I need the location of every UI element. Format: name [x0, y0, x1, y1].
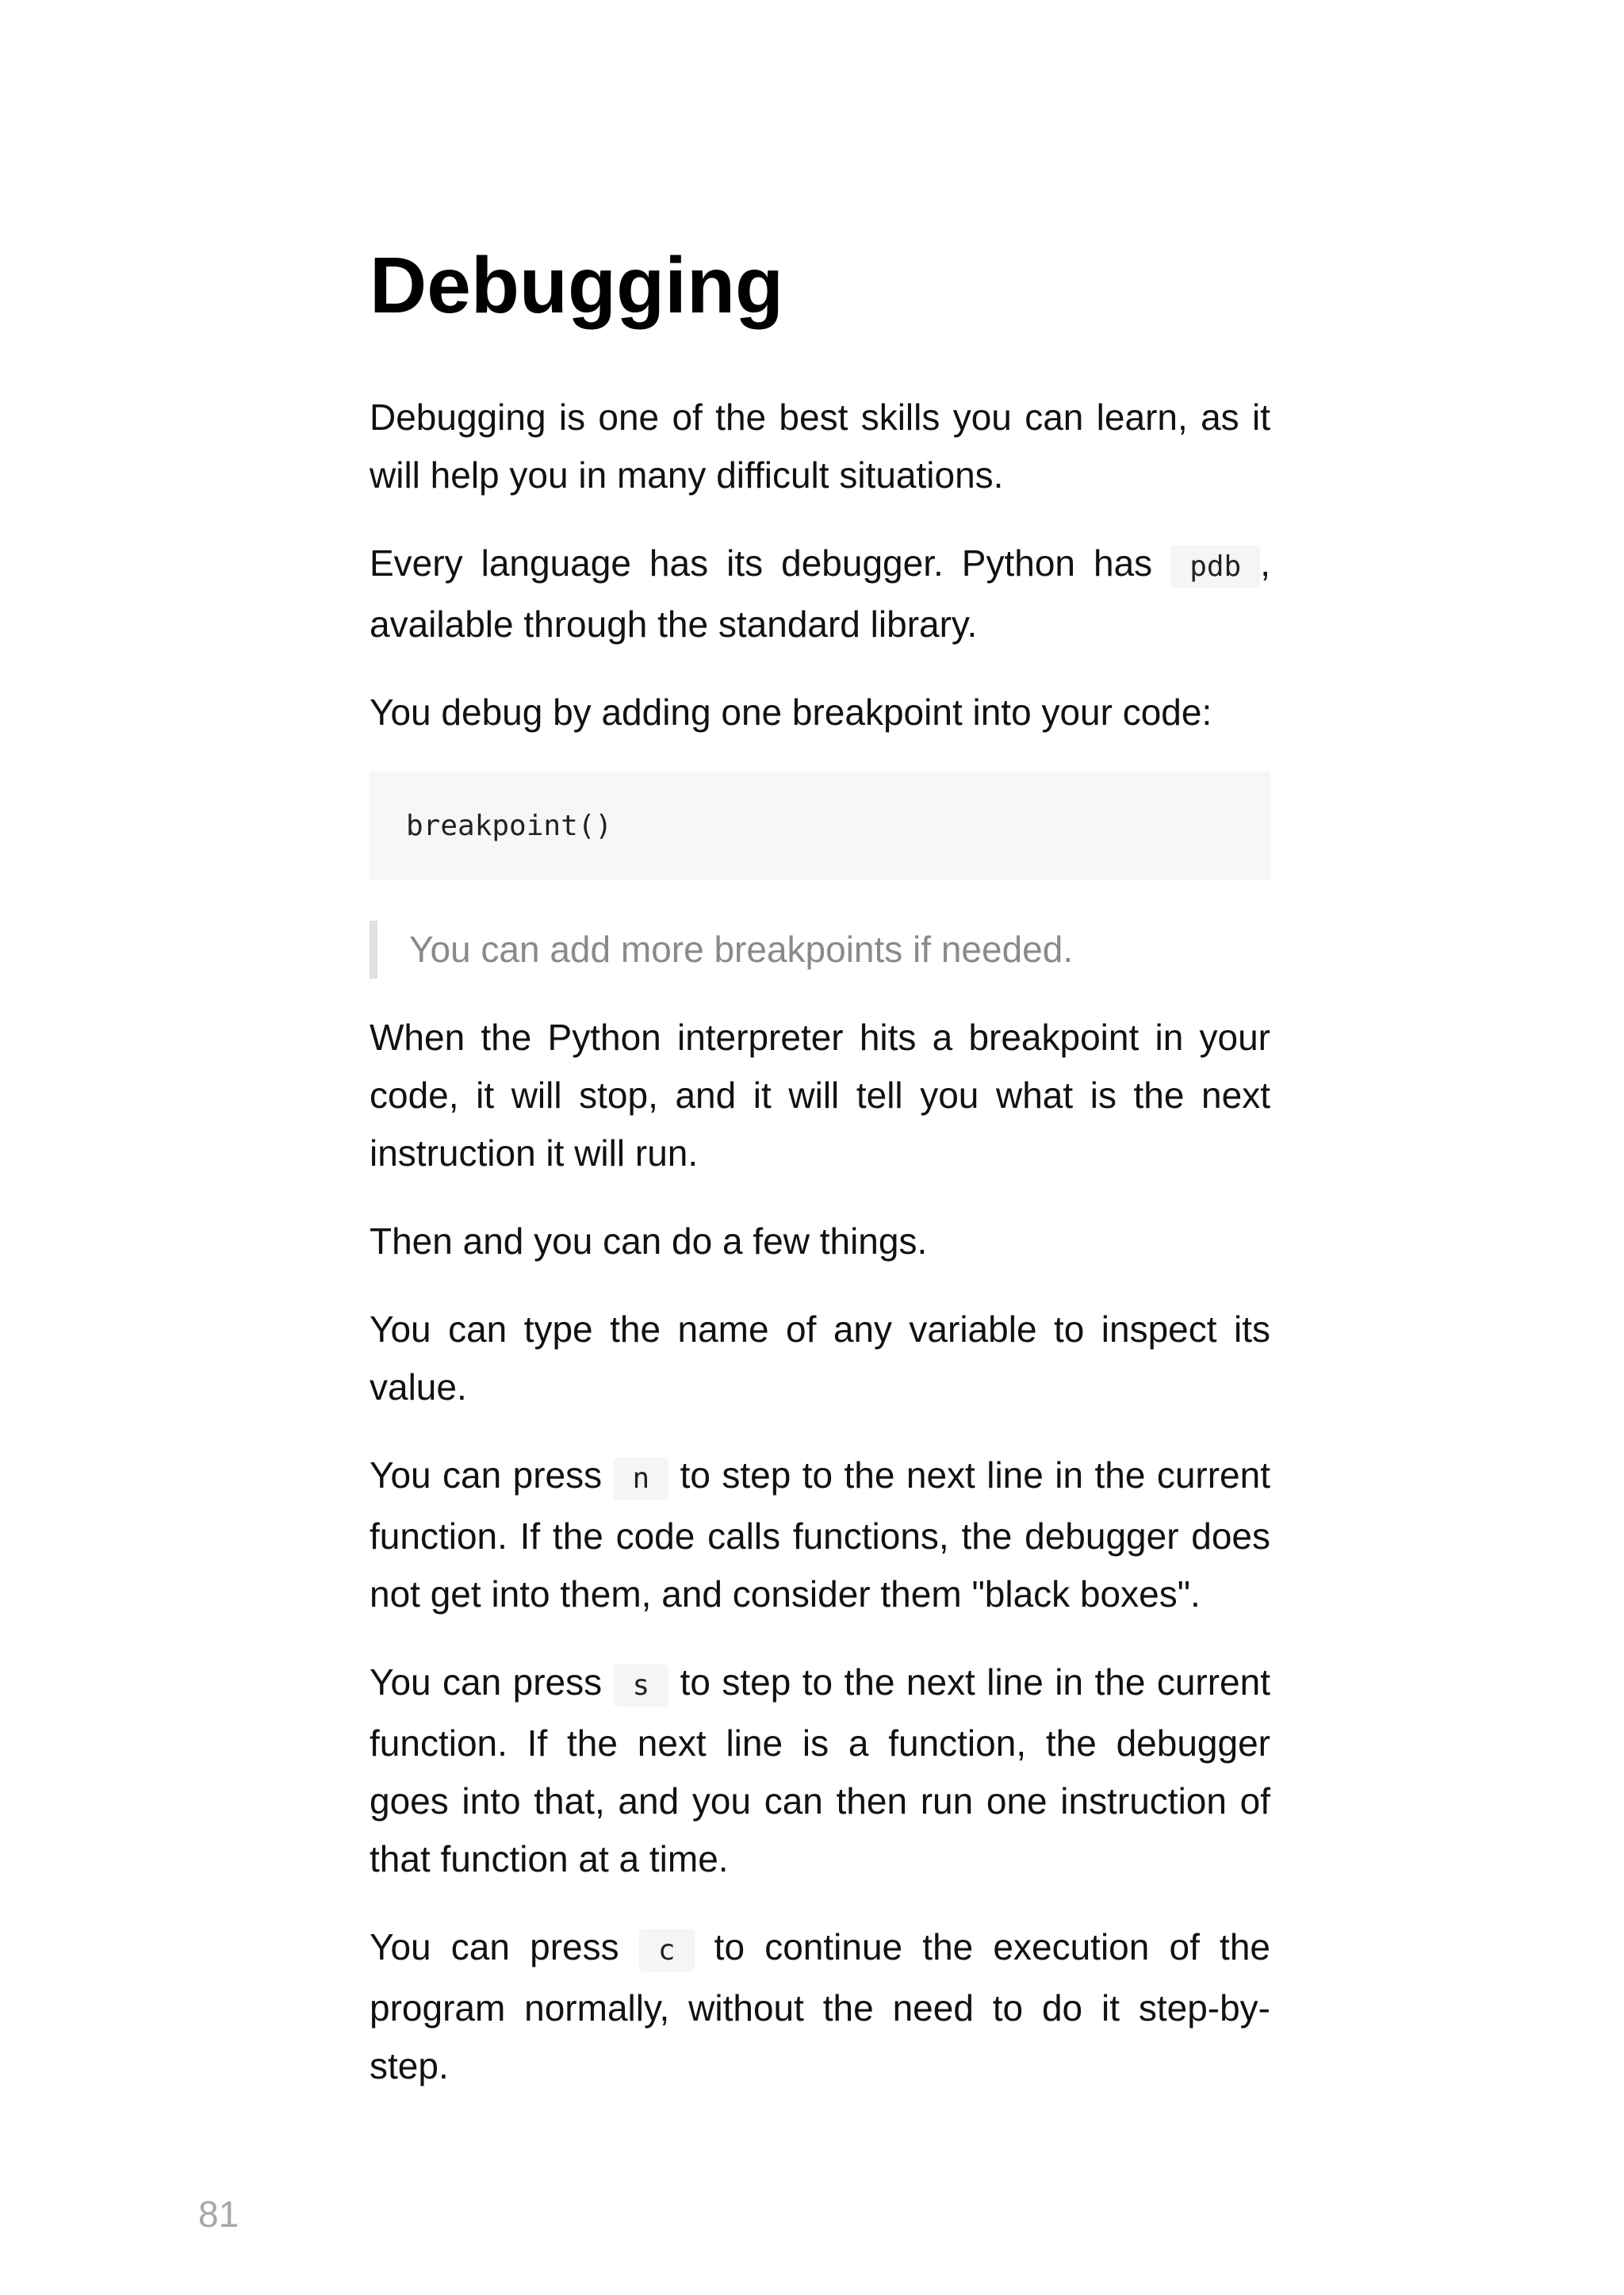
- paragraph-text: , available through the standard library.: [370, 542, 1270, 645]
- paragraph-continue: [370, 1918, 1270, 2095]
- paragraph-then: Then and you can do a few things.: [370, 1220, 928, 1262]
- blockquote-note: You can add more breakpoints if needed.: [370, 921, 1270, 979]
- paragraph-text: You can press: [370, 1926, 639, 1967]
- paragraph-text: You can press: [370, 1454, 614, 1496]
- code-block: [370, 772, 1270, 879]
- paragraph-text: You can press: [370, 1661, 614, 1703]
- inline-code-n: n: [614, 1458, 669, 1500]
- paragraph-breakpoint-intro: You debug by adding one breakpoint into your code:: [370, 692, 1212, 733]
- paragraph-step: [370, 1653, 1270, 1888]
- inline-code-c: c: [639, 1929, 695, 1971]
- paragraph-text: to continue the execution of the program normally, without the need to do it step-by-step.: [370, 1926, 1270, 2086]
- paragraph-next: [370, 1446, 1270, 1623]
- paragraph-interpreter: When the Python interpreter hits a breakpoint in your code, it will stop, and it will tell you what is the next instruction it will run.: [370, 1017, 1270, 1174]
- paragraph-text: Every language has its debugger. Python has: [370, 542, 1171, 584]
- paragraph-pdb: [370, 534, 1270, 653]
- paragraph-text: to step to the next line in the current function. If the next line is a function, the debugger goes into that, and you can then run one instruction of that function at a time.: [370, 1661, 1270, 1879]
- paragraph-inspect: You can type the name of any variable to inspect its value.: [370, 1308, 1270, 1408]
- inline-code-s: s: [614, 1665, 669, 1707]
- inline-code-pdb: pdb: [1170, 546, 1260, 588]
- paragraph-intro: Debugging is one of the best skills you can learn, as it will help you in many difficult situations.: [370, 397, 1270, 496]
- code-block-text: breakpoint(): [406, 809, 613, 842]
- page-content: [370, 238, 1270, 2125]
- page-number: 81: [198, 2193, 239, 2235]
- paragraph-text: to step to the next line in the current function. If the code calls functions, the debugger does not get into them, and consider them "black boxes".: [370, 1454, 1270, 1615]
- page-title: Debugging: [370, 241, 784, 330]
